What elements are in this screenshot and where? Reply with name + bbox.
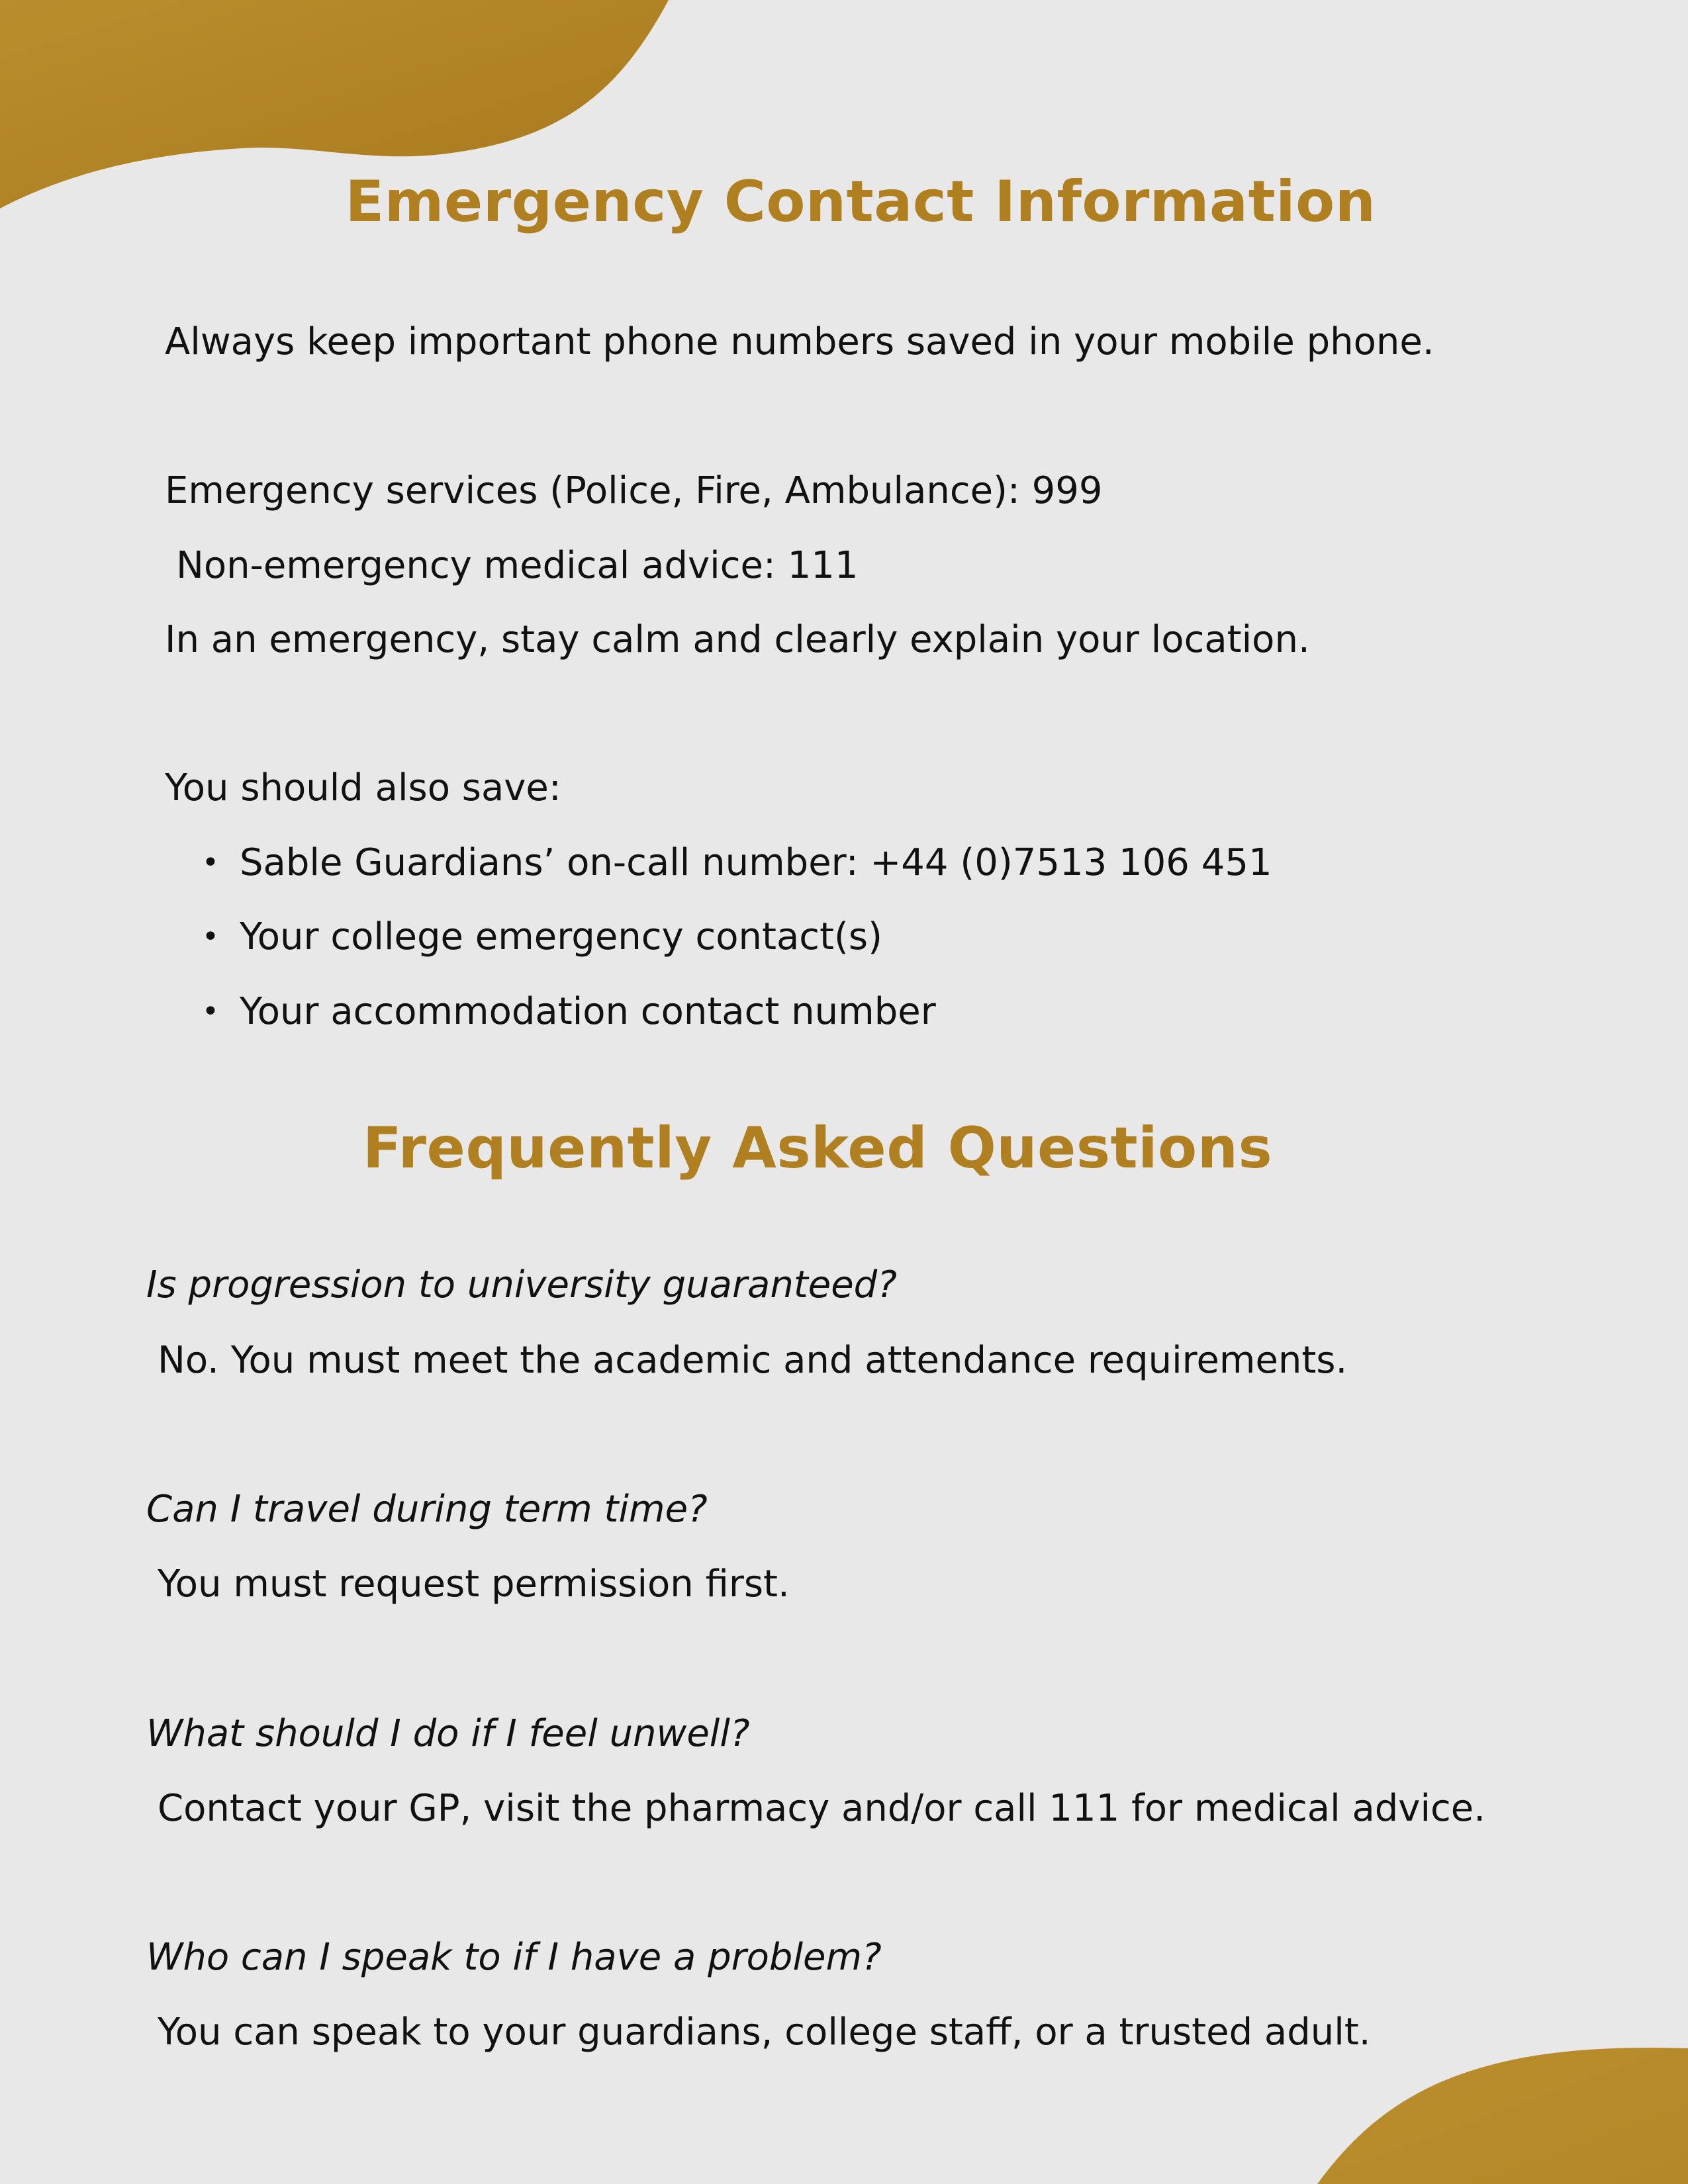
faq-answer: You must request permission first.: [158, 1563, 790, 1606]
faq-answer: You can speak to your guardians, college staff, or a trusted adult.: [158, 2011, 1371, 2054]
on-call-number-text: Sable Guardians’ on-call number: +44 (0)7513 106 451: [240, 841, 1272, 884]
faq-answer: Contact your GP, visit the pharmacy and/or call 111 for medical advice.: [158, 1787, 1486, 1830]
emergency-contact-heading: Emergency Contact Information: [345, 169, 1376, 235]
emergency-intro-text: Always keep important phone numbers saved in your mobile phone.: [165, 320, 1434, 363]
faq-question: What should I do if I feel unwell?: [146, 1712, 750, 1755]
faq-question: Who can I speak to if I have a problem?: [146, 1936, 882, 1979]
emergency-services-line: Emergency services (Police, Fire, Ambulance): 999: [165, 469, 1103, 512]
faq-answer: No. You must meet the academic and attendance requirements.: [158, 1339, 1348, 1382]
college-contact-text: Your college emergency contact(s): [240, 915, 882, 958]
non-emergency-medical-line: Non-emergency medical advice: 111: [176, 544, 859, 587]
faq-question: Is progression to university guaranteed?: [146, 1263, 897, 1306]
emergency-instruction-line: In an emergency, stay calm and clearly explain your location.: [165, 618, 1310, 661]
faq-question: Can I travel during term time?: [146, 1488, 708, 1531]
accommodation-contact-text: Your accommodation contact number: [240, 990, 936, 1033]
faq-heading: Frequently Asked Questions: [362, 1115, 1273, 1181]
save-list-title: You should also save:: [165, 766, 561, 809]
